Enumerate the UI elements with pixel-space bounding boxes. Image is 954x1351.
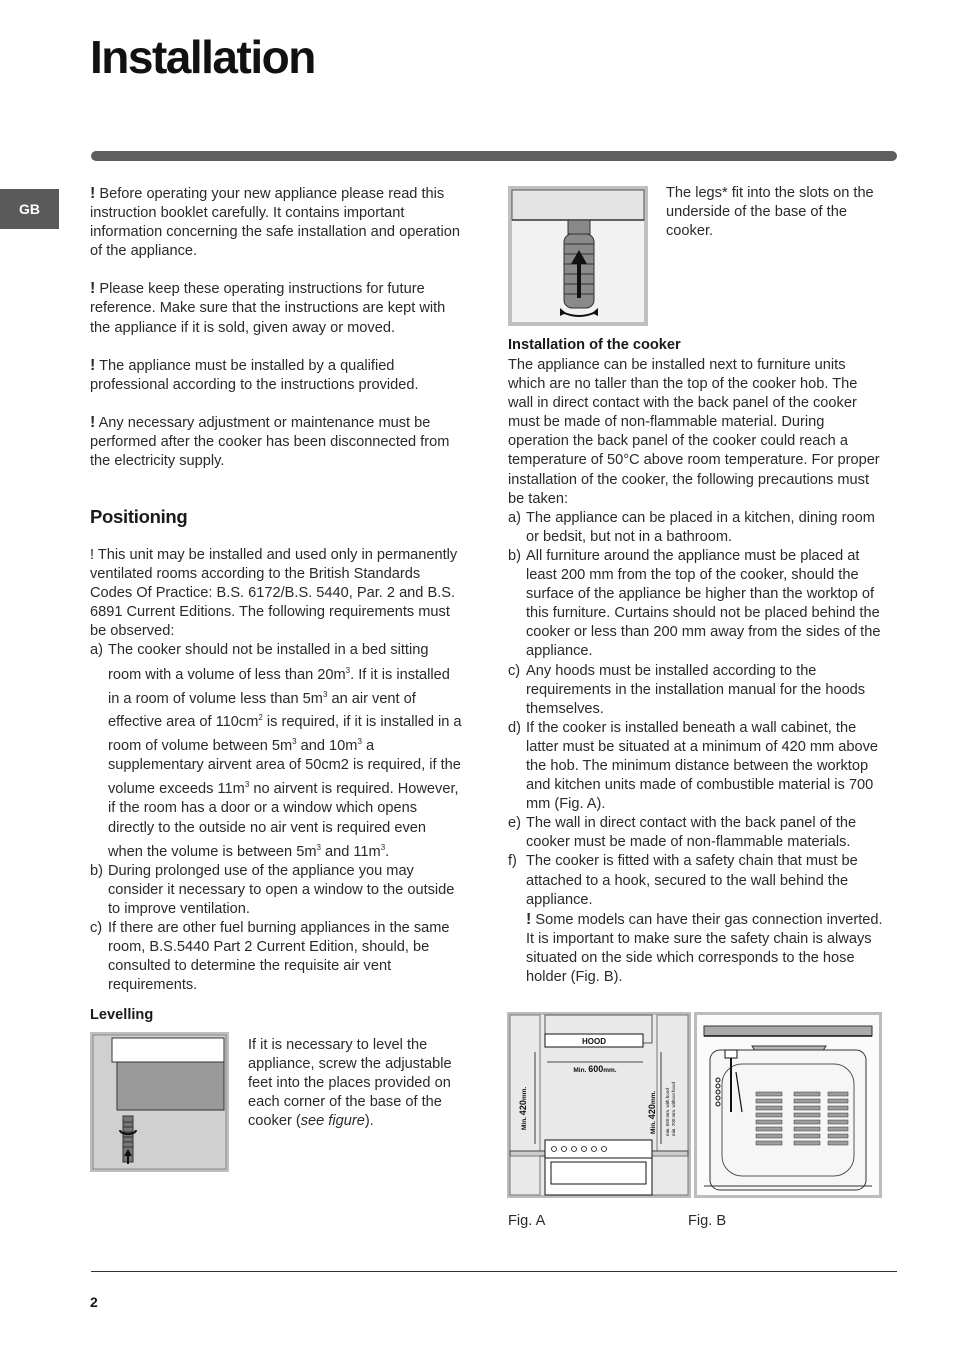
levelling-figure <box>90 1032 229 1172</box>
positioning-list <box>90 641 464 995</box>
list-item: d) If the cooker is installed beneath a wall cabinet, the latter must be situated at a minimum of 420 mm above the hob. The minimum distance between the worktop and kitchen units made of combustible material is 700 mm (Fig. A). <box>508 719 879 813</box>
warning-paragraph: ! Any necessary adjustment or maintenance must be performed after the cooker has been disconnected from the electricity supply. <box>90 413 450 470</box>
list-item: b) During prolonged use of the appliance you may consider it necessary to open a window to the outside to improve ventilation. <box>90 862 455 917</box>
warning-paragraph: ! Please keep these operating instructions for future reference. Make sure that the instructions are kept with the appliance if it is sold, given away or moved. <box>90 280 446 336</box>
legs-text: The legs* fit into the slots on the underside of the base of the cooker. <box>666 185 874 240</box>
fig-b-caption: Fig. B <box>688 1213 727 1229</box>
right-dimension-label: Min. 420mm. <box>647 1090 657 1134</box>
installation-list <box>508 509 884 910</box>
min-width-label: Min. 600mm. <box>573 1064 617 1074</box>
installation-intro: The appliance can be installed next to furniture units which are no taller than the top of the cooker hob. The wall in direct contact with the back panel of the cooker must be made of non-flammable material. During operation the back panel of the cooker could reach a temperature of 50°C above room temperature. For proper installation of the cooker, the following precautions must be taken: <box>508 357 880 507</box>
footer-rule <box>91 1271 897 1272</box>
hose-holder-note: ! Some models can have their gas connection inverted. It is important to make sure the safety chain is always situated on the side which corresponds to the hose holder (Fig. B). <box>526 910 883 985</box>
legs-illustration <box>508 186 648 326</box>
list-item: b) All furniture around the appliance must be placed at least 200 mm from the top of the cooker, should the surface of the appliance be higher than the worktop of this furniture. Curtains should not be placed behind the cooker or less than 200 mm away from the sides of the appliance. <box>508 547 881 660</box>
list-item: a) The cooker should not be installed in a bed sitting room with a volume of less than $20m^3$. If it is installed in a room of volume less than $5m^3$ an air vent of effective area of $110cm^2$ is required, if it is installed in a room of volume between $5m^3$ and $10m^3$ a supplementary airvent area of 50cm2 is required, if the volume exceeds $11m^3$ no airvent is required. However, if the room has a door or a window which opens directly to the outside no air vent is required even when the volume is between $5m^3$ and $11m^3$. <box>90 642 462 860</box>
language-tab: GB <box>0 189 59 229</box>
list-item: a) The appliance can be placed in a kitchen, dining room or bedsit, but not in a bathroom. <box>508 509 875 545</box>
page-title: Installation <box>90 31 315 83</box>
levelling-illustration <box>90 1032 229 1172</box>
installation-section <box>508 356 884 987</box>
list-item: c) If there are other fuel burning appliances in the same room, B.S.5440 Part 2 Current Edition, should, be consulted to determine the requisite air vent requirements. <box>90 919 450 994</box>
hood-note-1: min. 650 mm. with hood <box>665 1088 670 1136</box>
installation-heading: Installation of the cooker <box>508 337 681 353</box>
list-item: c) Any hoods must be installed according to the requirements in the installation manual for the hoods themselves. <box>508 662 866 717</box>
warning-paragraph: ! Before operating your new appliance please read this instruction booklet carefully. It contains important information concerning the safe installation and operation of the appliance. <box>90 185 460 260</box>
positioning-section <box>90 546 464 995</box>
levelling-heading: Levelling <box>90 1007 154 1023</box>
warning-paragraph: ! The appliance must be installed by a qualified professional according to the instructions provided. <box>90 356 419 393</box>
list-item: e) The wall in direct contact with the back panel of the cooker must be made of non-flammable materials. <box>508 815 857 851</box>
header-rule <box>91 151 897 161</box>
positioning-heading: Positioning <box>90 506 188 527</box>
levelling-text: If it is necessary to level the appliance, screw the adjustable feet into the places provided on each corner of the base of the cooker (see figure). <box>248 1037 452 1130</box>
legs-figure <box>508 186 648 326</box>
hood-note-2: min. 700 mm. without hood <box>671 1081 676 1136</box>
fig-a-caption: Fig. A <box>508 1213 546 1229</box>
intro-warnings <box>90 184 464 471</box>
list-item: f) The cooker is fitted with a safety chain that must be attached to a hook, secured to the wall behind the appliance. <box>508 853 858 908</box>
hood-label: HOOD <box>582 1037 606 1046</box>
fig-a-illustration <box>507 1012 691 1198</box>
fig-b-illustration <box>694 1012 882 1198</box>
fig-a <box>507 1012 691 1198</box>
page-number: 2 <box>90 1294 98 1310</box>
left-dimension-label: Min. 420mm. <box>518 1086 528 1130</box>
positioning-intro: ! This unit may be installed and used only in permanently ventilated rooms according to the British Standards Codes Of Practice: B.S. 6172/B.S. 5440, Par. 2 and B.S. 6891 Current Editions. The following requirements must be observed: <box>90 547 458 640</box>
fig-b <box>694 1012 882 1198</box>
